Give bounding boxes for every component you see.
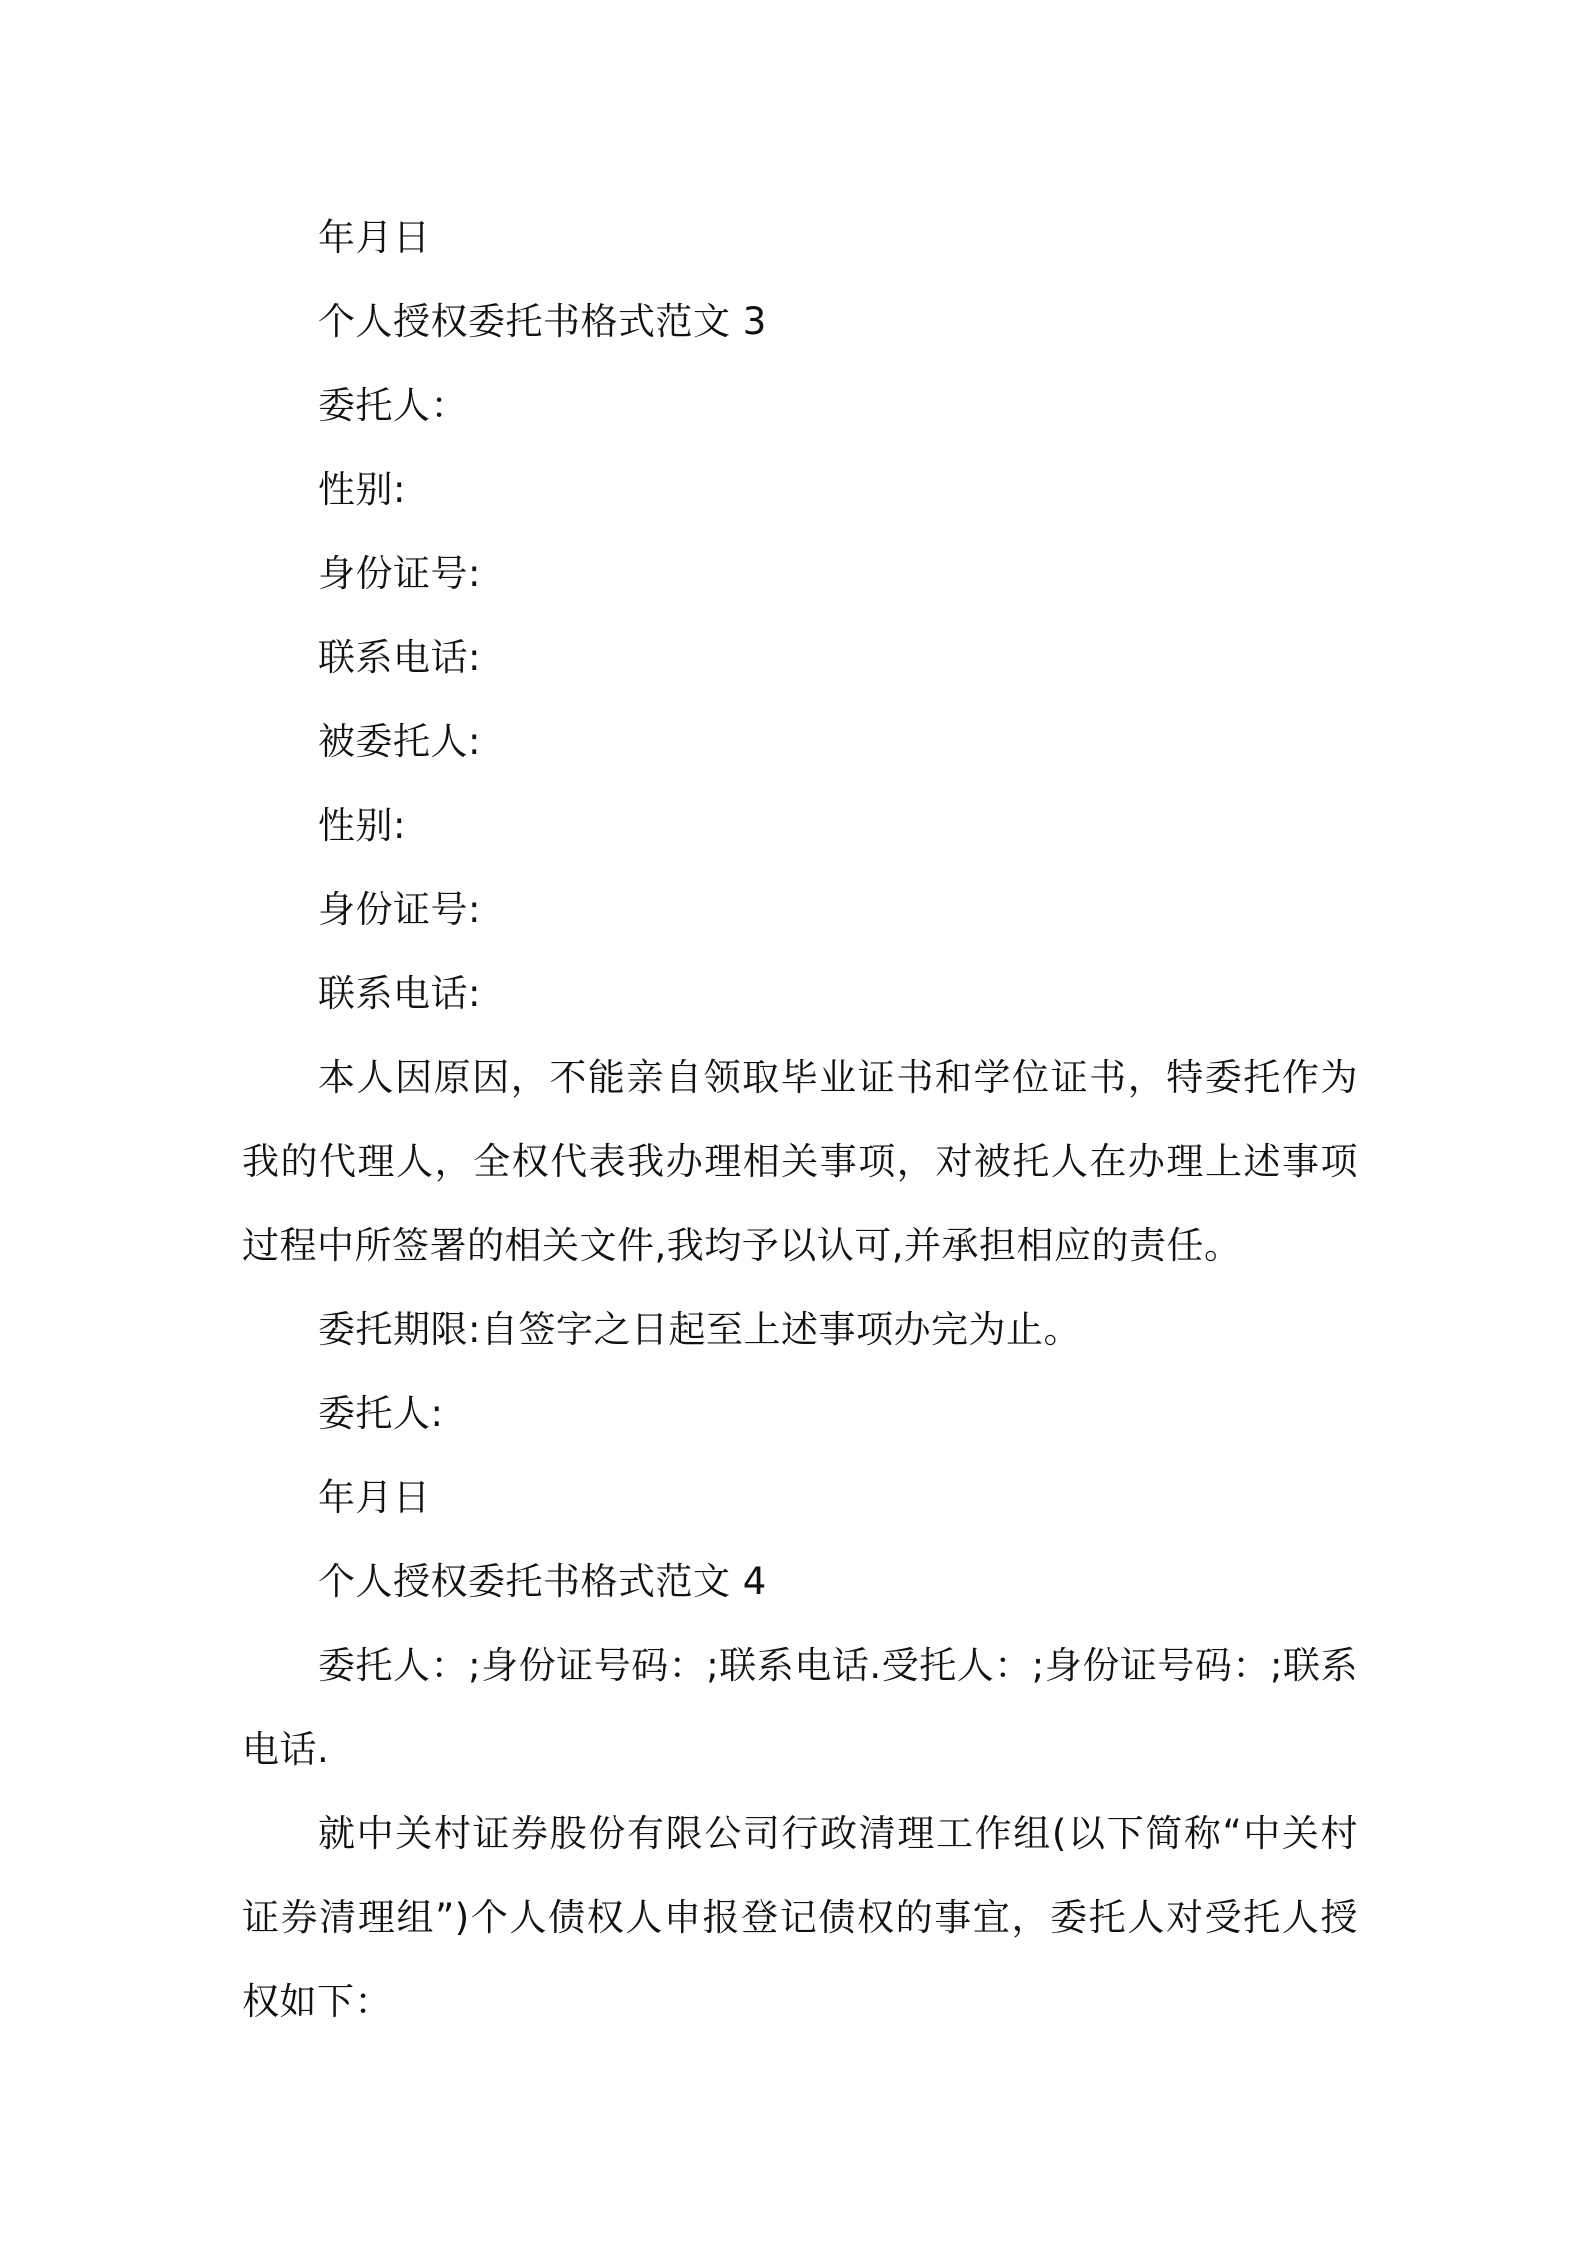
- agent-phone-field: 联系电话:: [318, 972, 481, 1015]
- term-line: 委托期限:自签字之日起至上述事项办完为止。: [318, 1308, 1081, 1351]
- parties-paragraph: 委托人：;身份证号码：;联系电话.受托人：;身份证号码：;联系电话.: [242, 1644, 1358, 1771]
- principal-phone-field: 联系电话:: [318, 636, 481, 679]
- authorization-paragraph: 本人因原因，不能亲自领取毕业证书和学位证书，特委托作为我的代理人，全权代表我办理相关事项，对被托人在办理上述事项过程中所签署的相关文件,我均予以认可,并承担相应的责任。: [242, 1056, 1358, 1267]
- principal-gender-field: 性别:: [318, 468, 406, 511]
- claims-paragraph: 就中关村证券股份有限公司行政清理工作组(以下简称“中关村证券清理组”)个人债权人申报登记债权的事宜，委托人对受托人授权如下：: [242, 1812, 1358, 2023]
- date-line-top: 年月日: [318, 216, 431, 259]
- principal-field: 委托人：: [318, 384, 468, 427]
- agent-gender-field: 性别:: [318, 804, 406, 847]
- agent-id-field: 身份证号:: [318, 888, 481, 931]
- date-line-bottom: 年月日: [318, 1476, 431, 1519]
- heading-sample-3: 个人授权委托书格式范文 3: [318, 300, 767, 343]
- agent-field: 被委托人:: [318, 720, 481, 763]
- principal-id-field: 身份证号:: [318, 552, 481, 595]
- principal-signature-line: 委托人:: [318, 1392, 444, 1435]
- document-body: [242, 196, 1358, 2044]
- heading-sample-4: 个人授权委托书格式范文 4: [318, 1560, 767, 1603]
